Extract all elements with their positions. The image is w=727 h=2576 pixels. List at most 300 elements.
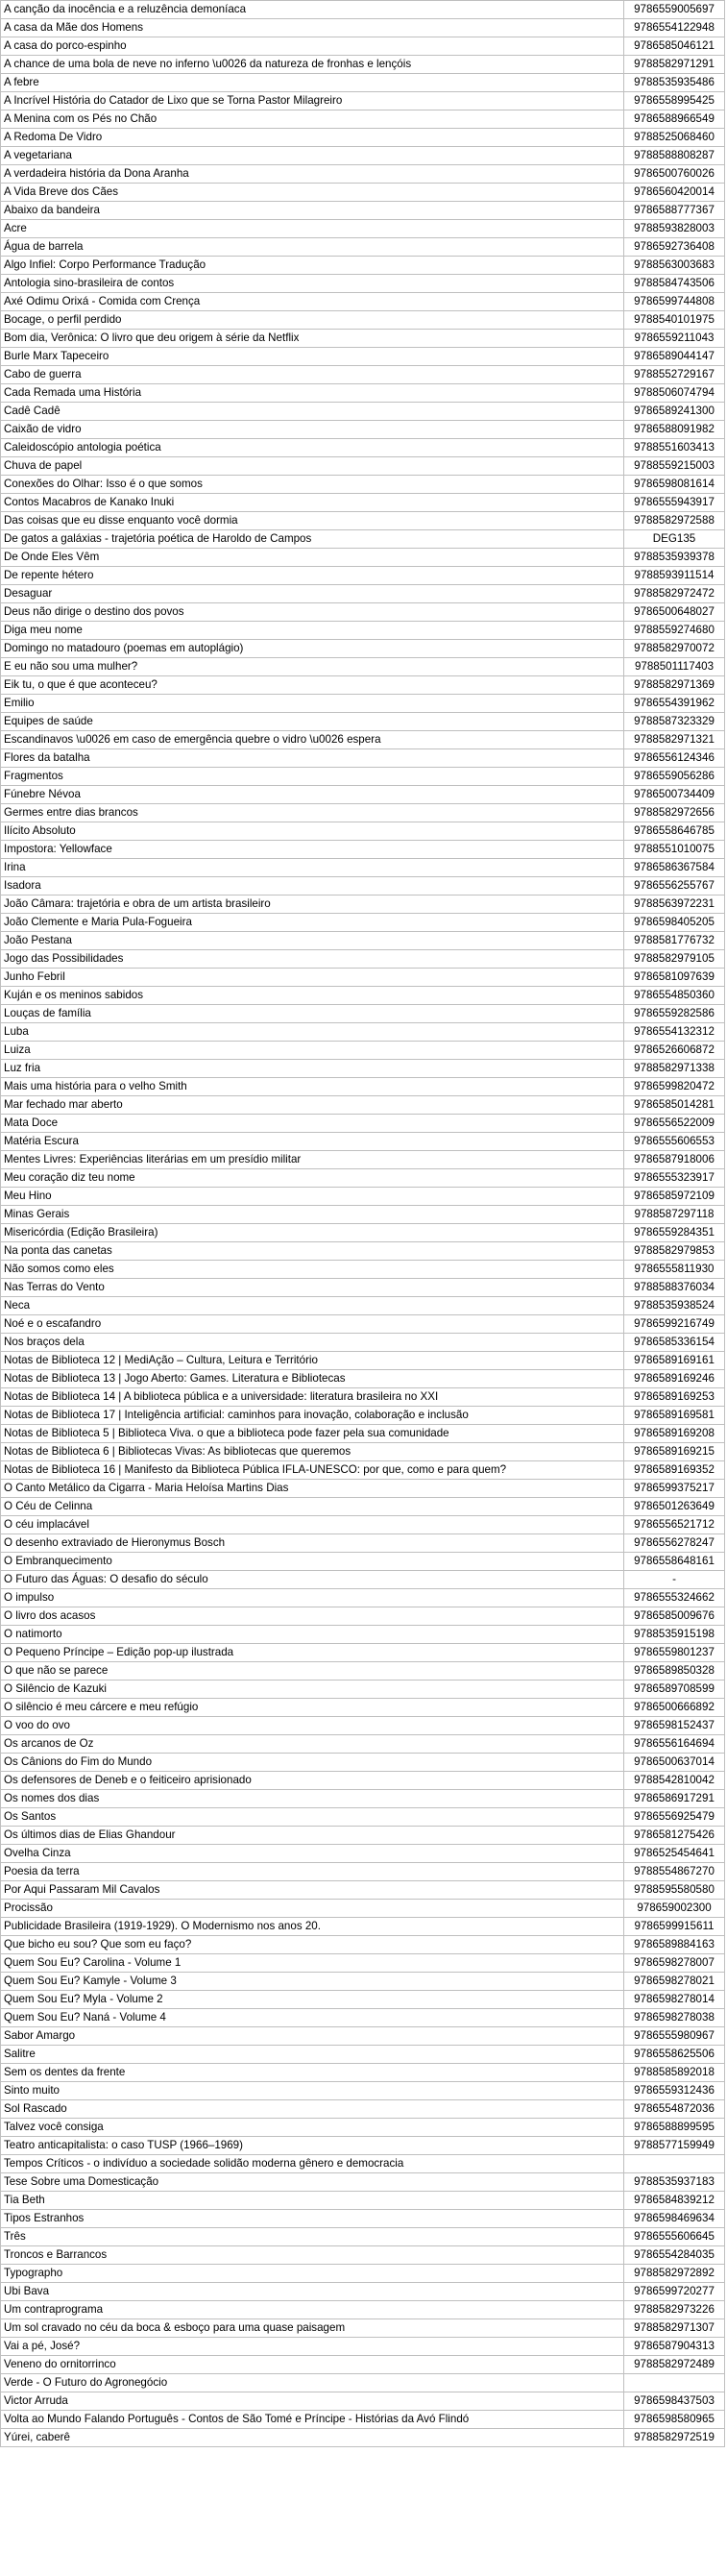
isbn-cell[interactable]: 9788585892018 [624,2064,725,2082]
isbn-cell[interactable]: 9788582972892 [624,2265,725,2283]
isbn-cell[interactable]: 9788552729167 [624,366,725,384]
isbn-cell[interactable]: 9786589169246 [624,1370,725,1388]
book-title-cell[interactable]: Typographo [1,2265,624,2283]
isbn-cell[interactable]: DEG135 [624,530,725,549]
isbn-cell[interactable]: 9788595580580 [624,1881,725,1900]
book-title-cell[interactable]: Misericórdia (Edição Brasileira) [1,1224,624,1242]
isbn-cell[interactable]: 9788559274680 [624,622,725,640]
table-row [1,275,725,293]
book-title-cell[interactable]: Na ponta das canetas [1,1242,624,1261]
book-title-cell[interactable]: O Futuro das Águas: O desafio do século [1,1571,624,1589]
isbn-cell[interactable]: 9786558995425 [624,92,725,110]
book-title-cell[interactable]: Três [1,2228,624,2246]
book-title-cell[interactable]: Tempos Críticos - o indivíduo a sociedade solidão moderna gênero e democracia [1,2155,624,2173]
book-title-cell[interactable]: Não somos como eles [1,1261,624,1279]
isbn-cell[interactable]: 978659002300 [624,1900,725,1918]
isbn-cell[interactable]: - [624,1571,725,1589]
isbn-cell[interactable]: 9786500760026 [624,165,725,184]
isbn-cell[interactable]: 9786589169215 [624,1443,725,1461]
book-title-cell[interactable]: Volta ao Mundo Falando Português - Contos de São Tomé e Príncipe - Histórias da Avó Flindó [1,2411,624,2429]
book-title-cell[interactable]: A canção da inocência e a reluzência demoníaca [1,1,624,19]
isbn-cell[interactable]: 9786585046121 [624,37,725,56]
isbn-cell[interactable]: 9786559056286 [624,768,725,786]
isbn-cell[interactable]: 9786556164694 [624,1735,725,1754]
book-title-cell[interactable]: Tia Beth [1,2192,624,2210]
isbn-cell[interactable]: 9788582979853 [624,1242,725,1261]
book-title-cell[interactable]: O Embranquecimento [1,1553,624,1571]
isbn-cell[interactable]: 9786587918006 [624,1151,725,1169]
book-title-cell[interactable]: Sinto muito [1,2082,624,2100]
book-title-cell[interactable]: O desenho extraviado de Hieronymus Bosch [1,1534,624,1553]
book-title-cell[interactable]: Um contraprograma [1,2301,624,2319]
book-title-cell[interactable]: A vegetariana [1,147,624,165]
book-title-cell[interactable]: Quem Sou Eu? Kamyle - Volume 3 [1,1973,624,1991]
book-title-cell[interactable]: Burle Marx Tapeceiro [1,348,624,366]
book-title-cell[interactable]: A chance de uma bola de neve no inferno \u0026 da natureza de fronhas e lençóis [1,56,624,74]
book-title-cell[interactable]: Meu coração diz teu nome [1,1169,624,1188]
book-title-cell[interactable]: Algo Infiel: Corpo Performance Tradução [1,257,624,275]
isbn-cell[interactable]: 9788582971307 [624,2319,725,2338]
isbn-cell[interactable]: 9786598469634 [624,2210,725,2228]
book-title-cell[interactable]: Escandinavos \u0026 em caso de emergência quebre o vidro \u0026 espera [1,731,624,749]
book-title-cell[interactable]: Fúnebre Névoa [1,786,624,804]
book-title-cell[interactable]: Louças de família [1,1005,624,1023]
isbn-cell[interactable]: 9788506074794 [624,384,725,403]
isbn-cell[interactable]: 9786555323917 [624,1169,725,1188]
isbn-cell[interactable]: 9786587904313 [624,2338,725,2356]
book-title-cell[interactable]: Poesia da terra [1,1863,624,1881]
isbn-cell[interactable]: 9786554132312 [624,1023,725,1042]
book-title-cell[interactable]: Emilio [1,695,624,713]
isbn-cell[interactable]: 9786500734409 [624,786,725,804]
book-title-cell[interactable]: Kuján e os meninos sabidos [1,987,624,1005]
isbn-cell[interactable]: 9788582971369 [624,676,725,695]
isbn-cell[interactable]: 9786555324662 [624,1589,725,1607]
isbn-cell[interactable]: 9788582970072 [624,640,725,658]
isbn-cell[interactable]: 9786589884163 [624,1936,725,1954]
isbn-cell[interactable]: 9788588376034 [624,1279,725,1297]
book-title-cell[interactable]: Notas de Biblioteca 17 | Inteligência artificial: caminhos para inovação, colaboração e inclusão [1,1407,624,1425]
book-title-cell[interactable]: Tese Sobre uma Domesticação [1,2173,624,2192]
isbn-cell[interactable]: 9786554872036 [624,2100,725,2119]
table-row [1,1188,725,1206]
isbn-cell[interactable]: 9786599820472 [624,1078,725,1096]
isbn-cell[interactable]: 9786500637014 [624,1754,725,1772]
book-title-cell[interactable]: Equipes de saúde [1,713,624,731]
isbn-cell[interactable]: 9788582972656 [624,804,725,822]
isbn-cell[interactable]: 9786599915611 [624,1918,725,1936]
book-title-cell[interactable]: A casa do porco-espinho [1,37,624,56]
isbn-cell[interactable]: 9786559282586 [624,1005,725,1023]
table-row [1,932,725,950]
isbn-cell[interactable]: 9788551603413 [624,439,725,457]
book-title-cell[interactable]: Notas de Biblioteca 5 | Biblioteca Viva. o que a biblioteca pode fazer pela sua comunidade [1,1425,624,1443]
isbn-cell[interactable]: 9786589708599 [624,1681,725,1699]
isbn-cell[interactable]: 9786556124346 [624,749,725,768]
book-title-cell[interactable]: Neca [1,1297,624,1315]
book-title-cell[interactable]: João Câmara: trajetória e obra de um artista brasileiro [1,895,624,914]
isbn-cell[interactable]: 9786556522009 [624,1115,725,1133]
table-row [1,2192,725,2210]
book-title-cell[interactable]: Veneno do ornitorrinco [1,2356,624,2374]
isbn-cell[interactable]: 9788581776732 [624,932,725,950]
book-title-cell[interactable]: Os últimos dias de Elias Ghandour [1,1827,624,1845]
isbn-cell[interactable]: 9786559211043 [624,330,725,348]
book-title-cell[interactable]: Quem Sou Eu? Myla - Volume 2 [1,1991,624,2009]
isbn-cell[interactable]: 9786559801237 [624,1644,725,1662]
isbn-cell[interactable]: 9788535939378 [624,549,725,567]
table-row [1,1242,725,1261]
isbn-cell[interactable]: 9786585336154 [624,1334,725,1352]
book-title-cell[interactable]: De Onde Eles Vêm [1,549,624,567]
isbn-cell[interactable]: 9786598437503 [624,2392,725,2411]
isbn-cell[interactable]: 9786598580965 [624,2411,725,2429]
book-title-cell[interactable]: Meu Hino [1,1188,624,1206]
table-row [1,603,725,622]
isbn-cell[interactable]: 9786586917291 [624,1790,725,1808]
table-row [1,476,725,494]
table-row [1,1918,725,1936]
isbn-cell[interactable]: 9786558648161 [624,1553,725,1571]
table-row [1,1334,725,1352]
isbn-cell[interactable]: 9788587323329 [624,713,725,731]
isbn-cell[interactable]: 9786599375217 [624,1480,725,1498]
book-title-cell[interactable]: Sem os dentes da frente [1,2064,624,2082]
isbn-cell[interactable]: 9786554284035 [624,2246,725,2265]
isbn-cell[interactable]: 9786598278038 [624,2009,725,2027]
book-title-cell[interactable]: O Pequeno Príncipe – Edição pop-up ilustrada [1,1644,624,1662]
book-title-cell[interactable]: Notas de Biblioteca 13 | Jogo Aberto: Games. Literatura e Bibliotecas [1,1370,624,1388]
table-row [1,2429,725,2447]
isbn-cell[interactable]: 9786589044147 [624,348,725,366]
book-title-cell[interactable]: Impostora: Yellowface [1,841,624,859]
table-row [1,841,725,859]
isbn-cell[interactable]: 9786598405205 [624,914,725,932]
book-title-cell[interactable]: Axé Odimu Orixá - Comida com Crença [1,293,624,311]
book-title-cell[interactable]: Bocage, o perfil perdido [1,311,624,330]
isbn-cell[interactable]: 9786585014281 [624,1096,725,1115]
isbn-cell[interactable]: 9786526606872 [624,1042,725,1060]
book-title-cell[interactable]: A febre [1,74,624,92]
isbn-cell[interactable]: 9786598152437 [624,1717,725,1735]
book-title-cell[interactable]: Luiza [1,1042,624,1060]
isbn-cell[interactable]: 9786501263649 [624,1498,725,1516]
book-title-cell[interactable]: Os Santos [1,1808,624,1827]
book-title-cell[interactable]: Notas de Biblioteca 16 | Manifesto da Biblioteca Pública IFLA-UNESCO: por que, como e para quem? [1,1461,624,1480]
isbn-cell[interactable]: 9786555606645 [624,2228,725,2246]
book-title-cell[interactable]: Irina [1,859,624,877]
isbn-cell[interactable]: 9788535915198 [624,1626,725,1644]
book-title-cell[interactable]: O livro dos acasos [1,1607,624,1626]
isbn-cell[interactable]: 9788535935486 [624,74,725,92]
book-title-cell[interactable]: A Incrível História do Catador de Lixo que se Torna Pastor Milagreiro [1,92,624,110]
book-title-cell[interactable]: Deus não dirige o destino dos povos [1,603,624,622]
book-title-cell[interactable]: Junho Febril [1,969,624,987]
isbn-cell[interactable] [624,2374,725,2392]
book-title-cell[interactable]: Um sol cravado no céu da boca & esboço para uma quase paisagem [1,2319,624,2338]
isbn-cell[interactable]: 9788582971338 [624,1060,725,1078]
book-title-cell[interactable]: Os arcanos de Oz [1,1735,624,1754]
isbn-cell[interactable]: 9786556278247 [624,1534,725,1553]
table-row [1,731,725,749]
isbn-cell[interactable]: 9786585009676 [624,1607,725,1626]
book-title-cell[interactable]: Publicidade Brasileira (1919-1929). O Modernismo nos anos 20. [1,1918,624,1936]
book-title-cell[interactable]: Notas de Biblioteca 12 | MediAção – Cultura, Leitura e Território [1,1352,624,1370]
book-title-cell[interactable]: João Clemente e Maria Pula-Fogueira [1,914,624,932]
isbn-cell[interactable]: 9786599720277 [624,2283,725,2301]
isbn-cell[interactable]: 9786588091982 [624,421,725,439]
isbn-cell[interactable]: 9786584839212 [624,2192,725,2210]
book-title-cell[interactable]: O céu implacável [1,1516,624,1534]
isbn-cell[interactable]: 9786554391962 [624,695,725,713]
table-row [1,2265,725,2283]
isbn-cell[interactable]: 9786588899595 [624,2119,725,2137]
book-title-cell[interactable]: O Silêncio de Kazuki [1,1681,624,1699]
isbn-cell[interactable]: 9786586367584 [624,859,725,877]
book-title-cell[interactable]: O silêncio é meu cárcere e meu refúgio [1,1699,624,1717]
book-title-cell[interactable]: Salitre [1,2046,624,2064]
book-title-cell[interactable]: Flores da batalha [1,749,624,768]
table-row [1,2319,725,2338]
book-title-cell[interactable]: Antologia sino-brasileira de contos [1,275,624,293]
table-row [1,330,725,348]
isbn-cell[interactable]: 9786559284351 [624,1224,725,1242]
isbn-cell[interactable]: 9786599216749 [624,1315,725,1334]
isbn-cell[interactable]: 9786598081614 [624,476,725,494]
isbn-cell[interactable]: 9786558646785 [624,822,725,841]
book-title-cell[interactable]: Procissão [1,1900,624,1918]
isbn-cell[interactable]: 9786559312436 [624,2082,725,2100]
table-row [1,165,725,184]
book-title-cell[interactable]: Mar fechado mar aberto [1,1096,624,1115]
book-title-cell[interactable]: Teatro anticapitalista: o caso TUSP (1966–1969) [1,2137,624,2155]
book-title-cell[interactable]: A Vida Breve dos Cães [1,184,624,202]
book-title-cell[interactable]: Conexões do Olhar: Isso é o que somos [1,476,624,494]
isbn-cell[interactable]: 9786599744808 [624,293,725,311]
book-title-cell[interactable]: Ubi Bava [1,2283,624,2301]
book-title-cell[interactable]: Matéria Escura [1,1133,624,1151]
isbn-cell[interactable]: 9786581275426 [624,1827,725,1845]
book-title-cell[interactable]: Das coisas que eu disse enquanto você dormia [1,512,624,530]
isbn-cell[interactable]: 9788525068460 [624,129,725,147]
table-row [1,1279,725,1297]
isbn-cell[interactable]: 9786500666892 [624,1699,725,1717]
book-title-cell[interactable]: Jogo das Possibilidades [1,950,624,969]
book-title-cell[interactable]: Ilícito Absoluto [1,822,624,841]
book-title-cell[interactable]: Fragmentos [1,768,624,786]
book-title-cell[interactable]: Bom dia, Verônica: O livro que deu origem à série da Netflix [1,330,624,348]
book-title-cell[interactable]: E eu não sou uma mulher? [1,658,624,676]
isbn-cell[interactable]: 9786592736408 [624,238,725,257]
isbn-cell[interactable]: 9786556255767 [624,877,725,895]
isbn-cell[interactable]: 9786560420014 [624,184,725,202]
book-title-cell[interactable]: João Pestana [1,932,624,950]
book-title-cell[interactable]: O Canto Metálico da Cigarra - Maria Heloísa Martins Dias [1,1480,624,1498]
table-row [1,2137,725,2155]
book-title-cell[interactable]: Troncos e Barrancos [1,2246,624,2265]
book-title-cell[interactable]: Mata Doce [1,1115,624,1133]
table-row [1,257,725,275]
isbn-cell[interactable]: 9786556521712 [624,1516,725,1534]
book-title-cell[interactable]: Vai a pé, José? [1,2338,624,2356]
isbn-cell[interactable]: 9786598278007 [624,1954,725,1973]
isbn-cell[interactable]: 9786589169208 [624,1425,725,1443]
isbn-cell[interactable]: 9786500648027 [624,603,725,622]
book-title-cell[interactable]: Diga meu nome [1,622,624,640]
book-title-cell[interactable]: Os defensores de Deneb e o feiticeiro aprisionado [1,1772,624,1790]
isbn-cell[interactable]: 9788588808287 [624,147,725,165]
book-title-cell[interactable]: Yúrei, caberê [1,2429,624,2447]
book-title-cell[interactable]: Nas Terras do Vento [1,1279,624,1297]
book-title-cell[interactable]: Notas de Biblioteca 14 | A biblioteca pública e a universidade: literatura brasileira no XXI [1,1388,624,1407]
book-title-cell[interactable]: O natimorto [1,1626,624,1644]
book-title-cell[interactable]: De repente hétero [1,567,624,585]
book-title-cell[interactable]: Mais uma história para o velho Smith [1,1078,624,1096]
book-title-cell[interactable]: Tipos Estranhos [1,2210,624,2228]
table-row [1,2119,725,2137]
book-title-cell[interactable]: Que bicho eu sou? Que som eu faço? [1,1936,624,1954]
isbn-cell[interactable]: 9788582972588 [624,512,725,530]
isbn-cell[interactable]: 9786559005697 [624,1,725,19]
isbn-cell[interactable]: 9786554122948 [624,19,725,37]
book-title-cell[interactable]: Notas de Biblioteca 6 | Bibliotecas Vivas: As bibliotecas que queremos [1,1443,624,1461]
isbn-cell[interactable]: 9786589169581 [624,1407,725,1425]
book-title-cell[interactable]: Contos Macabros de Kanako Inuki [1,494,624,512]
book-title-cell[interactable]: Água de barrela [1,238,624,257]
isbn-cell[interactable]: 9788582979105 [624,950,725,969]
book-title-cell[interactable]: Cada Remada uma História [1,384,624,403]
book-title-cell[interactable]: Cabo de guerra [1,366,624,384]
book-title-cell[interactable]: Sabor Amargo [1,2027,624,2046]
book-title-cell[interactable]: Domingo no matadouro (poemas em autoplágio) [1,640,624,658]
book-title-cell[interactable]: Quem Sou Eu? Carolina - Volume 1 [1,1954,624,1973]
table-row [1,1607,725,1626]
isbn-cell[interactable]: 9786589241300 [624,403,725,421]
isbn-cell[interactable]: 9788540101975 [624,311,725,330]
book-title-cell[interactable]: Talvez você consiga [1,2119,624,2137]
table-row [1,147,725,165]
isbn-cell[interactable]: 9786555980967 [624,2027,725,2046]
isbn-cell[interactable]: 9786555811930 [624,1261,725,1279]
isbn-cell[interactable]: 9786554850360 [624,987,725,1005]
book-title-cell[interactable]: Desaguar [1,585,624,603]
table-row [1,567,725,585]
book-title-cell[interactable]: Isadora [1,877,624,895]
book-title-cell[interactable]: Eik tu, o que é que aconteceu? [1,676,624,695]
book-title-cell[interactable]: A casa da Mãe dos Homens [1,19,624,37]
isbn-cell[interactable]: 9788535938524 [624,1297,725,1315]
isbn-cell[interactable]: 9786555943917 [624,494,725,512]
book-title-cell[interactable]: Victor Arruda [1,2392,624,2411]
isbn-cell[interactable]: 9786581097639 [624,969,725,987]
isbn-cell[interactable]: 9786589169161 [624,1352,725,1370]
isbn-cell[interactable]: 9788563972231 [624,895,725,914]
isbn-cell[interactable]: 9786598278021 [624,1973,725,1991]
isbn-cell[interactable]: 9786588777367 [624,202,725,220]
book-title-cell[interactable]: Luz fria [1,1060,624,1078]
book-title-cell[interactable]: Os Cânions do Fim do Mundo [1,1754,624,1772]
book-title-cell[interactable]: Abaixo da bandeira [1,202,624,220]
book-title-cell[interactable]: Os nomes dos dias [1,1790,624,1808]
isbn-cell[interactable]: 9788542810042 [624,1772,725,1790]
book-title-cell[interactable]: Acre [1,220,624,238]
table-row [1,37,725,56]
isbn-cell[interactable]: 9788582971321 [624,731,725,749]
isbn-cell[interactable]: 9788559215003 [624,457,725,476]
isbn-cell[interactable]: 9788587297118 [624,1206,725,1224]
book-title-cell[interactable]: A verdadeira história da Dona Aranha [1,165,624,184]
table-row [1,695,725,713]
book-title-cell[interactable]: O Céu de Celinna [1,1498,624,1516]
table-row [1,1443,725,1461]
isbn-cell[interactable]: 9788584743506 [624,275,725,293]
isbn-cell[interactable]: 9788501117403 [624,658,725,676]
isbn-cell[interactable]: 9786589850328 [624,1662,725,1681]
isbn-cell[interactable]: 9788551010075 [624,841,725,859]
book-title-cell[interactable]: Verde - O Futuro do Agronegócio [1,2374,624,2392]
isbn-cell[interactable]: 9788554867270 [624,1863,725,1881]
table-row [1,804,725,822]
table-row [1,2246,725,2265]
isbn-cell[interactable] [624,2155,725,2173]
book-title-cell[interactable]: Chuva de papel [1,457,624,476]
isbn-cell[interactable]: 9788577159949 [624,2137,725,2155]
isbn-cell[interactable]: 9788593828003 [624,220,725,238]
book-title-cell[interactable]: Ovelha Cinza [1,1845,624,1863]
book-title-cell[interactable]: A Menina com os Pés no Chão [1,110,624,129]
isbn-cell[interactable]: 9786556925479 [624,1808,725,1827]
isbn-cell[interactable]: 9788582971291 [624,56,725,74]
book-title-cell[interactable]: O que não se parece [1,1662,624,1681]
isbn-cell[interactable]: 9788582972472 [624,585,725,603]
isbn-cell[interactable]: 9788593911514 [624,567,725,585]
isbn-cell[interactable]: 9788535937183 [624,2173,725,2192]
table-row [1,1662,725,1681]
book-title-cell[interactable]: Luba [1,1023,624,1042]
book-title-cell[interactable]: Caixão de vidro [1,421,624,439]
book-title-cell[interactable]: Quem Sou Eu? Naná - Volume 4 [1,2009,624,2027]
isbn-cell[interactable]: 9786525454641 [624,1845,725,1863]
isbn-cell[interactable]: 9788582972519 [624,2429,725,2447]
isbn-cell[interactable]: 9788563003683 [624,257,725,275]
book-title-cell[interactable]: Por Aqui Passaram Mil Cavalos [1,1881,624,1900]
book-title-cell[interactable]: Nos braços dela [1,1334,624,1352]
book-title-cell[interactable]: O impulso [1,1589,624,1607]
book-title-cell[interactable]: O voo do ovo [1,1717,624,1735]
isbn-cell[interactable]: 9786588966549 [624,110,725,129]
isbn-cell[interactable]: 9788582972489 [624,2356,725,2374]
table-row [1,1096,725,1115]
book-title-cell[interactable]: Noé e o escafandro [1,1315,624,1334]
isbn-cell[interactable]: 9786589169253 [624,1388,725,1407]
isbn-cell[interactable]: 9786598278014 [624,1991,725,2009]
book-title-cell[interactable]: Mentes Livres: Experiências literárias em um presídio militar [1,1151,624,1169]
isbn-cell[interactable]: 9786558625506 [624,2046,725,2064]
isbn-cell[interactable]: 9786589169352 [624,1461,725,1480]
book-title-cell[interactable]: Caleidoscópio antologia poética [1,439,624,457]
isbn-cell[interactable]: 9788582973226 [624,2301,725,2319]
book-title-cell[interactable]: De gatos a galáxias - trajetória poética de Haroldo de Campos [1,530,624,549]
isbn-cell[interactable]: 9786585972109 [624,1188,725,1206]
isbn-cell[interactable]: 9786555606553 [624,1133,725,1151]
book-title-cell[interactable]: Minas Gerais [1,1206,624,1224]
book-title-cell[interactable]: Sol Rascado [1,2100,624,2119]
table-row [1,1717,725,1735]
table-row [1,1042,725,1060]
book-title-cell[interactable]: A Redoma De Vidro [1,129,624,147]
book-title-cell[interactable]: Cadê Cadê [1,403,624,421]
book-title-cell[interactable]: Germes entre dias brancos [1,804,624,822]
